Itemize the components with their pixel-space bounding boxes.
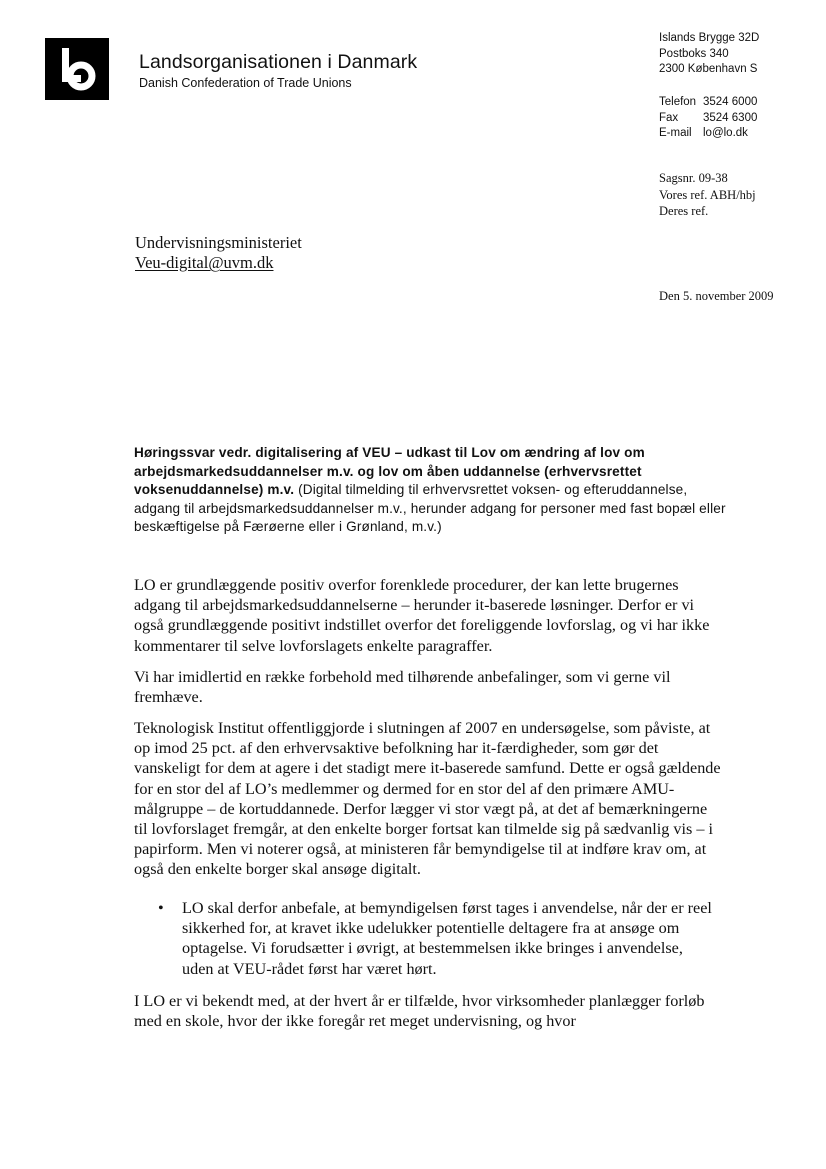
recipient-block bbox=[135, 233, 302, 273]
body-paragraph-1: LO er grundlæggende positiv overfor forenklede procedurer, der kan lette brugernes adgang til arbejdsmarkedsuddannelserne – herunder it-baserede løsninger. Derfor er vi også grundlæggende positivt indstillet overfor det foreliggende lovforslag, og vi har ikke kommentarer til selve lovforslagets enkelte paragraffer. bbox=[134, 576, 710, 655]
your-reference: Deres ref. bbox=[659, 204, 709, 218]
subject-detail: (Digital tilmelding til erhvervsrettet voksen- og efteruddannelse, adgang til arbejdsmarkedsuddannelser m.v., herunder adgang for personer med fast bopæl eller beskæftigelse på Færøerne eller i Grønland, m.v.) bbox=[134, 482, 726, 534]
body-paragraph-2: Vi har imidlertid en række forbehold med tilhørende anbefalinger, som vi gerne vil fremhæve. bbox=[134, 668, 671, 707]
email-address: lo@lo.dk bbox=[703, 127, 748, 139]
reference-block bbox=[659, 170, 756, 220]
lo-logo bbox=[45, 38, 109, 100]
sender-address bbox=[659, 31, 759, 78]
letter-date: Den 5. november 2009 bbox=[659, 289, 774, 303]
fax-row bbox=[659, 111, 757, 127]
bullet-text: LO skal derfor anbefale, at bemyndigelsen først tages i anvendelse, når der er reel sikkerhed for, at kravet ikke udelukker potentielle deltagere fra at ansøge om optagelse. Vi forudsætter i øvrigt, at bestemmelsen ikke bringes i anvendelse, uden at VEU-rådet først har været hørt. bbox=[182, 899, 712, 978]
organization-name: Landsorganisationen i Danmark bbox=[139, 51, 418, 73]
subject-heading bbox=[134, 444, 734, 537]
phone-row bbox=[659, 95, 757, 111]
phone-number: 3524 6000 bbox=[703, 96, 758, 108]
body-paragraph-4: I LO er vi bekendt med, at der hvert år er tilfælde, hvor virksomheder planlægger forløb med en skole, hvor der ikke foregår ret meget undervisning, og hvor bbox=[134, 992, 705, 1031]
fax-number: 3524 6300 bbox=[703, 111, 758, 124]
address-street: Islands Brygge 32D bbox=[659, 32, 760, 44]
recipient-name: Undervisningsministeriet bbox=[135, 233, 302, 252]
body-paragraph-3: Teknologisk Institut offentliggjorde i slutningen af 2007 en undersøgelse, som påviste, at op imod 25 pct. af den erhvervsaktive befolkning har it-færdigheder, som gør det vanskeligt for dem at agere i det stadigt mere it-baserede samfund. Dette er også gældende for en stor del af LO’s medlemmer og dermed for en stor del af den primære AMU-målgruppe – de kortuddannede. Derfor lægger vi stor vægt på, at det af bemærkningerne til lovforslaget fremgår, at den enkelte borger fortsat kan tilmelde sig på sædvanlig vis – i papirform. Men vi noterer også, at ministeren får bemyndigelse til at indføre krav om, at også den enkelte borger skal ansøge digitalt. bbox=[134, 719, 721, 879]
email-row bbox=[659, 126, 757, 142]
case-number: Sagsnr. 09-38 bbox=[659, 171, 728, 185]
organization-subtitle: Danish Confederation of Trade Unions bbox=[139, 76, 352, 90]
fax-label: Fax bbox=[659, 111, 679, 124]
address-city: 2300 København S bbox=[659, 63, 758, 75]
sender-contact bbox=[659, 95, 757, 142]
email-label: E-mail bbox=[659, 127, 692, 139]
our-reference: Vores ref. ABH/hbj bbox=[659, 187, 756, 202]
subject-bold: Høringssvar vedr. digitalisering af VEU – udkast til Lov om ændring af lov om arbejdsmarkedsuddannelser m.v. og lov om åben uddannelse (erhvervsrettet voksenuddannelse) m.v. bbox=[134, 445, 645, 497]
address-pobox: Postboks 340 bbox=[659, 47, 729, 60]
recipient-email-link[interactable]: Veu-digital@uvm.dk bbox=[135, 253, 274, 272]
bullet-symbol: • bbox=[158, 899, 164, 917]
phone-label: Telefon bbox=[659, 96, 697, 108]
